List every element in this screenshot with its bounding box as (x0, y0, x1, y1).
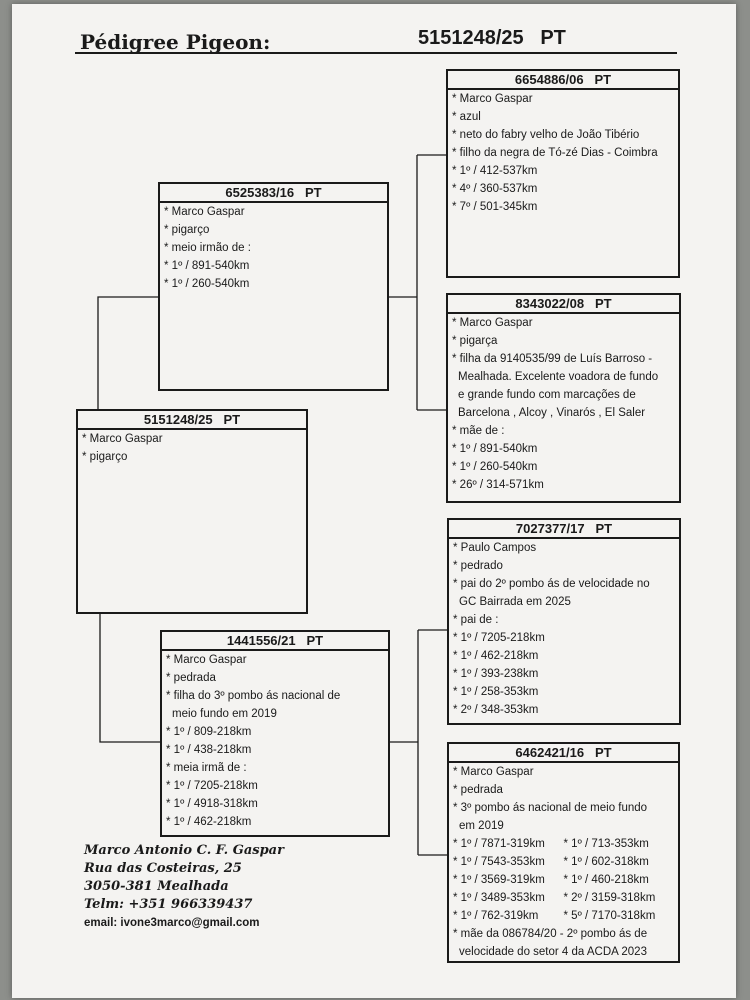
dam-line: * 1º / 809-218km (166, 726, 252, 738)
dam-dam-result: * 1º / 762-319km (453, 910, 539, 922)
connector-subject-sire (98, 297, 160, 410)
sire-sire-line: * Marco Gaspar (452, 93, 533, 105)
sire-dam-line: * mãe de : (452, 425, 505, 437)
dam-dam-line: em 2019 (459, 820, 504, 832)
sire-dam-line: * 1º / 891-540km (452, 443, 538, 455)
sire-dam-box (446, 293, 681, 503)
dam-box (160, 630, 390, 837)
dam-dam-result: * 2º / 3159-318km (563, 892, 656, 904)
subject-line: * Marco Gaspar (82, 433, 163, 445)
subject-line: * pigarço (82, 451, 128, 463)
sire-ring-number: 6525383/16 PT (160, 184, 387, 203)
dam-dam-results-right (564, 835, 675, 925)
dam-sire-line: * 1º / 258-353km (453, 686, 539, 698)
dam-line: meio fundo em 2019 (172, 708, 277, 720)
page-title: Pédigree Pigeon: (80, 30, 271, 54)
title-ring-number: 5151248/25 PT (418, 27, 566, 49)
sire-dam-line: e grande fundo com marcações de (458, 389, 636, 401)
subject-ring-number: 5151248/25 PT (78, 411, 306, 430)
breeder-street: Rua das Costeiras, 25 (84, 861, 242, 876)
dam-dam-results (453, 835, 674, 925)
sire-line: * 1º / 260-540km (164, 278, 250, 290)
dam-dam-line: * mãe da 086784/20 - 2º pombo ás de (453, 928, 648, 940)
dam-dam-result: * 1º / 460-218km (563, 874, 649, 886)
dam-line: * filha do 3º pombo ás nacional de (166, 690, 341, 702)
dam-dam-result: * 5º / 7170-318km (563, 910, 656, 922)
sire-line: * Marco Gaspar (164, 206, 245, 218)
dam-line: * pedrada (166, 672, 216, 684)
sire-sire-line: * neto do fabry velho de João Tibério (452, 129, 640, 141)
dam-line: * 1º / 462-218km (166, 816, 252, 828)
dam-dam-box (447, 742, 680, 963)
sire-dam-line: * Marco Gaspar (452, 317, 533, 329)
sire-dam-ring-number: 8343022/08 PT (448, 295, 679, 314)
dam-dam-result: * 1º / 3489-353km (453, 892, 545, 904)
dam-dam-results-left (453, 835, 564, 925)
dam-sire-line: * 1º / 462-218km (453, 650, 539, 662)
dam-dam-line: * 3º pombo ás nacional de meio fundo (453, 802, 648, 814)
sire-sire-ring-number: 6654886/06 PT (448, 71, 678, 90)
sire-dam-line: * 1º / 260-540km (452, 461, 538, 473)
sire-dam-line: Barcelona , Alcoy , Vinarós , El Saler (458, 407, 646, 419)
breeder-contact (84, 842, 284, 932)
sire-sire-line: * azul (452, 111, 481, 123)
sire-dam-line: * 26º / 314-571km (452, 479, 544, 491)
dam-dam-line: * pedrada (453, 784, 503, 796)
dam-line: * 1º / 7205-218km (166, 780, 258, 792)
dam-sire-line: * 1º / 7205-218km (453, 632, 545, 644)
sire-dam-line: * filha da 9140535/99 de Luís Barroso - (452, 353, 653, 365)
dam-sire-ring-number: 7027377/17 PT (449, 520, 679, 539)
dam-sire-line: * pai do 2º pombo ás de velocidade no (453, 578, 650, 590)
sire-box (158, 182, 389, 391)
breeder-city: 3050-381 Mealhada (84, 879, 229, 894)
connector-subject-dam (100, 613, 162, 742)
dam-dam-line: velocidade do setor 4 da ACDA 2023 (459, 946, 647, 958)
dam-sire-line: * 2º / 348-353km (453, 704, 539, 716)
sire-sire-box (446, 69, 680, 278)
dam-dam-ring-number: 6462421/16 PT (449, 744, 678, 763)
dam-sire-line: * pai de : (453, 614, 499, 626)
dam-line: * Marco Gaspar (166, 654, 247, 666)
sire-line: * pigarço (164, 224, 210, 236)
sire-dam-line: * pigarça (452, 335, 498, 347)
subject-pigeon-box (76, 409, 308, 614)
dam-dam-result: * 1º / 7871-319km (453, 838, 545, 850)
dam-sire-line: * pedrado (453, 560, 503, 572)
dam-ring-number: 1441556/21 PT (162, 632, 388, 651)
sire-sire-line: * 4º / 360-537km (452, 183, 538, 195)
dam-sire-line: * Paulo Campos (453, 542, 537, 554)
breeder-email: email: ivone3marco@gmail.com (84, 917, 260, 929)
breeder-phone: Telm: +351 966339437 (84, 897, 253, 912)
dam-sire-box (447, 518, 681, 725)
dam-sire-line: * 1º / 393-238km (453, 668, 539, 680)
breeder-name: Marco Antonio C. F. Gaspar (84, 843, 284, 858)
connector-sire-parents (388, 155, 447, 410)
dam-dam-line: * Marco Gaspar (453, 766, 534, 778)
dam-line: * meia irmã de : (166, 762, 247, 774)
sire-line: * 1º / 891-540km (164, 260, 250, 272)
sire-line: * meio irmão de : (164, 242, 251, 254)
dam-line: * 1º / 438-218km (166, 744, 252, 756)
dam-dam-result: * 1º / 713-353km (563, 838, 649, 850)
sire-sire-line: * 7º / 501-345km (452, 201, 538, 213)
connector-dam-parents (389, 630, 448, 855)
dam-sire-line: GC Bairrada em 2025 (459, 596, 571, 608)
dam-line: * 1º / 4918-318km (166, 798, 258, 810)
sire-dam-line: Mealhada. Excelente voadora de fundo (458, 371, 659, 383)
dam-dam-result: * 1º / 7543-353km (453, 856, 545, 868)
sire-sire-line: * filho da negra de Tó-zé Dias - Coimbra (452, 147, 658, 159)
dam-dam-result: * 1º / 602-318km (563, 856, 649, 868)
sire-sire-line: * 1º / 412-537km (452, 165, 538, 177)
dam-dam-result: * 1º / 3569-319km (453, 874, 545, 886)
